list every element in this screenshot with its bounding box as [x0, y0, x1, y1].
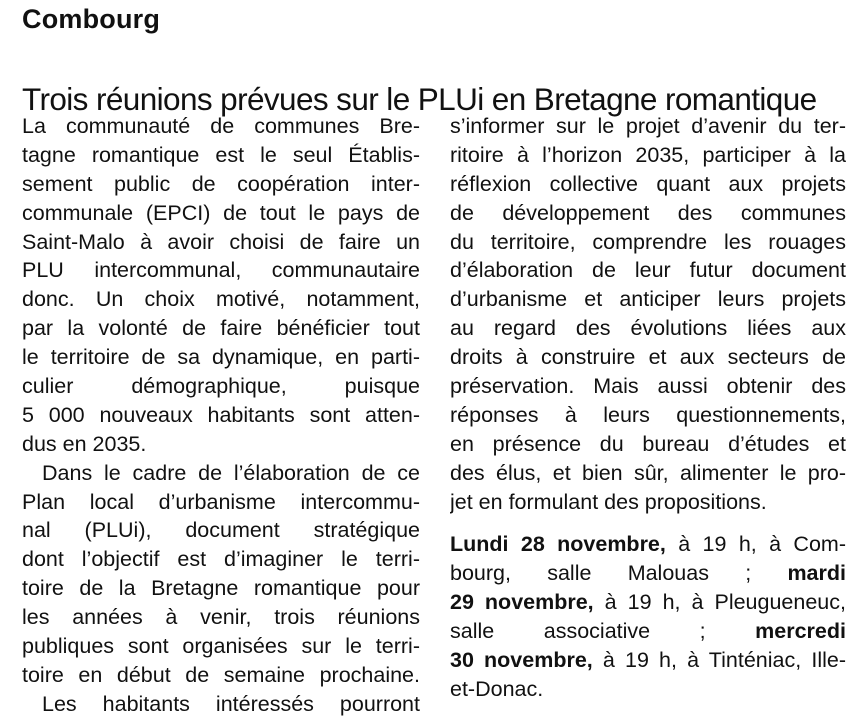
schedule-text: et-Donac. — [450, 676, 544, 701]
text-line: PLU intercommunal, communautaire — [22, 258, 420, 283]
date-tuesday: mardi — [787, 561, 846, 586]
text-line: réflexion collective quant aux projets — [450, 171, 846, 196]
text-line: toire en début de semaine prochaine. — [22, 662, 420, 687]
text-line: des élus, et bien sûr, alimenter le pro- — [450, 460, 846, 485]
text-line: dont l’objectif est d’imaginer le terri- — [22, 547, 420, 572]
text-line: au regard des évolutions liées aux — [450, 316, 846, 341]
text-line: 5 000 nouveaux habitants sont atten- — [22, 402, 420, 427]
text-line: dus en 2035. — [22, 431, 147, 456]
date-monday: Lundi 28 novembre, — [450, 532, 666, 557]
text-line: réponses à leurs questionnements, — [450, 402, 846, 427]
text-line: communale (EPCI) de tout le pays de — [22, 200, 420, 225]
article-column-right — [450, 112, 846, 704]
article-column-left — [22, 112, 420, 719]
text-line: du territoire, comprendre les rouages — [450, 229, 846, 254]
text-line: publiques sont organisées sur le terri- — [22, 634, 420, 659]
text-line: s’informer sur le projet d’avenir du ter- — [450, 114, 846, 138]
schedule-text: bourg, salle Malouas ; — [450, 561, 788, 586]
schedule-line — [450, 530, 846, 559]
meeting-schedule — [450, 530, 846, 703]
text-line: les années à venir, trois réunions — [22, 605, 420, 630]
schedule-line — [450, 675, 846, 704]
date-wednesday-day: 30 novembre, — [450, 648, 593, 673]
schedule-text: à 19 h, à Pleugueneuc, — [593, 590, 846, 615]
schedule-text: à 19 h, à Tinténiac, Ille- — [592, 648, 846, 673]
text-line: Plan local d’urbanisme intercommu- — [22, 489, 420, 514]
text-line: en présence du bureau d’études et — [450, 431, 846, 456]
text-line: par la volonté de faire bénéficier tout — [22, 316, 420, 341]
text-line: Les habitants intéressés pourront — [42, 691, 420, 716]
schedule-text: à 19 h, à Com- — [665, 532, 846, 557]
text-line: culier démographique, puisque — [22, 374, 420, 399]
text-line: ritoire à l’horizon 2035, participer à la — [450, 142, 846, 167]
schedule-line — [450, 617, 846, 646]
article-headline: Trois réunions prévues sur le PLUi en Bretagne romantique — [22, 81, 817, 118]
text-line: nal (PLUi), document stratégique — [22, 518, 420, 543]
schedule-text: salle associative ; — [450, 619, 756, 644]
text-line: préservation. Mais aussi obtenir des — [450, 374, 846, 399]
text-line: donc. Un choix motivé, notamment, — [22, 287, 420, 312]
schedule-line — [450, 646, 846, 675]
schedule-line — [450, 559, 846, 588]
text-line: d’urbanisme et anticiper leurs projets — [450, 287, 846, 312]
text-line: toire de la Bretagne romantique pour — [22, 576, 420, 601]
date-wednesday: mercredi — [755, 619, 846, 644]
text-line: droits à construire et aux secteurs de — [450, 345, 846, 370]
text-line: La communauté de communes Bre- — [22, 114, 420, 138]
text-line: le territoire de sa dynamique, en parti- — [22, 345, 420, 370]
section-kicker: Combourg — [22, 4, 161, 34]
text-line: d’élaboration de leur futur document — [450, 258, 846, 283]
text-line: de développement des communes — [450, 200, 846, 225]
schedule-line — [450, 588, 846, 617]
date-tuesday-day: 29 novembre, — [450, 590, 594, 615]
text-line: Saint-Malo à avoir choisi de faire un — [22, 229, 420, 254]
text-line: jet en formulant des propositions. — [450, 489, 767, 514]
text-line: Dans le cadre de l’élaboration de ce — [42, 460, 420, 485]
text-line: sement public de coopération inter- — [22, 171, 420, 196]
text-line: tagne romantique est le seul Établis- — [22, 142, 420, 167]
